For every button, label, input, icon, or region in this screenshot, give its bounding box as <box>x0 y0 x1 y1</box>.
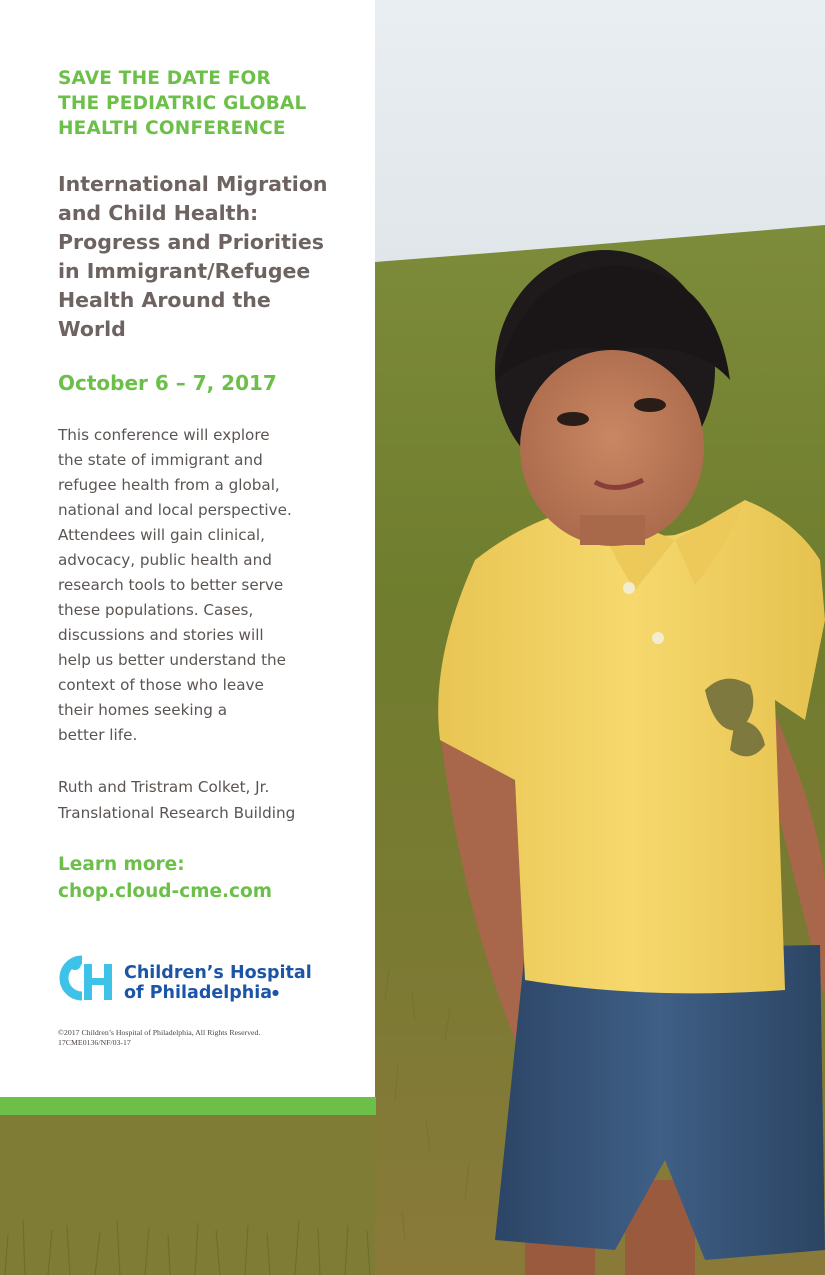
conference-title <box>58 170 358 344</box>
registered-mark: ● <box>272 988 279 997</box>
title-line: Health Around the <box>58 288 271 312</box>
title-line: Progress and Priorities <box>58 230 324 254</box>
description-line: advocacy, public health and <box>58 551 272 569</box>
copyright-line: ©2017 Children’s Hospital of Philadelphia, All Rights Reserved. <box>58 1028 261 1037</box>
description-line: Attendees will gain clinical, <box>58 526 265 544</box>
logo-line-2: of Philadelphia <box>124 983 273 1003</box>
learn-more <box>58 851 358 905</box>
job-code: 17CME0136/NF/03-17 <box>58 1038 131 1047</box>
title-line: World <box>58 317 126 341</box>
description-line: help us better understand the <box>58 651 287 669</box>
conference-dates: October 6 – 7, 2017 <box>58 371 277 395</box>
description-line: research tools to better serve <box>58 576 284 594</box>
save-the-date-line: THE PEDIATRIC GLOBAL <box>58 93 307 114</box>
title-line: and Child Health: <box>58 201 259 225</box>
description-line: their homes seeking a <box>58 701 228 719</box>
save-the-date-heading <box>58 66 358 141</box>
venue-line: Translational Research Building <box>58 803 296 822</box>
learn-more-link[interactable]: chop.cloud-cme.com <box>58 881 272 902</box>
logo-line-1: Children’s Hospital <box>124 963 312 983</box>
chop-logo <box>58 954 318 1004</box>
save-the-date-line: HEALTH CONFERENCE <box>58 118 286 139</box>
chop-logo-text <box>124 963 312 1003</box>
title-line: in Immigrant/Refugee <box>58 259 311 283</box>
description-line: context of those who leave <box>58 676 264 694</box>
description-line: better life. <box>58 726 138 744</box>
description-line: discussions and stories will <box>58 626 264 644</box>
accent-bar <box>0 1097 376 1115</box>
title-line: International Migration <box>58 172 328 196</box>
copyright-notice <box>58 1028 358 1048</box>
description-line: refugee health from a global, <box>58 476 280 494</box>
venue-line: Ruth and Tristram Colket, Jr. <box>58 778 270 796</box>
venue <box>58 775 358 826</box>
description-line: the state of immigrant and <box>58 451 263 469</box>
chop-logo-icon <box>58 954 116 1002</box>
description-line: these populations. Cases, <box>58 601 254 619</box>
grass-texture <box>0 1115 375 1275</box>
save-the-date-line: SAVE THE DATE FOR <box>58 68 271 89</box>
description-line: national and local perspective. <box>58 501 292 519</box>
child-in-field-illustration <box>375 0 825 1275</box>
grass-band <box>0 1115 375 1275</box>
hero-photo <box>375 0 825 1275</box>
conference-description <box>58 423 358 748</box>
description-line: This conference will explore <box>58 426 270 444</box>
learn-more-label: Learn more: <box>58 854 185 875</box>
